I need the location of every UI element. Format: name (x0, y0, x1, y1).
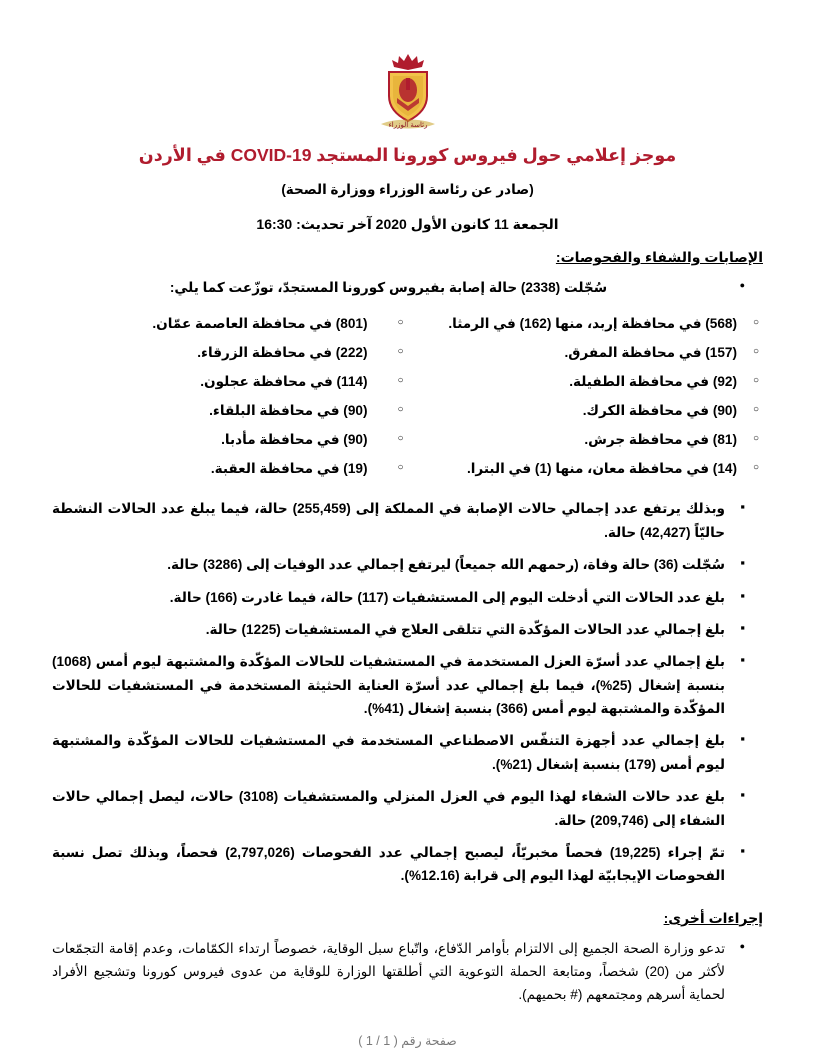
list-item (52, 276, 745, 299)
governorates-table (52, 309, 763, 484)
governorate-item: ○ (90) في محافظة مأدبا. (52, 427, 408, 452)
stat-text: بلغ عدد حالات الشفاء لهذا اليوم في العزل المنزلي والمستشفيات (3108) حالات، ليصل إجمالي حالات الشفاء إلى (209,746) حالة. (52, 789, 725, 828)
governorate-item: ○ (90) في محافظة البلقاء. (52, 398, 408, 423)
intro-text: سُجّلت (2338) حالة إصابة بفيروس كورونا المستجدّ، توزّعت كما يلي: (169, 280, 608, 296)
governorate-item: ○ (14) في محافظة معان، منها (1) في البترا. (408, 456, 764, 481)
list-item (52, 841, 745, 888)
governorate-item: ○ (114) في محافظة عجلون. (52, 369, 408, 394)
jordan-government-emblem-icon (371, 50, 445, 136)
section-heading-cases: الإصابات والشفاء والفحوصات: (555, 249, 763, 266)
governorate-item: ○ (81) في محافظة جرش. (408, 427, 764, 452)
list-item (52, 785, 745, 832)
list-item (52, 586, 745, 609)
page-subtitle: (صادر عن رئاسة الوزراء ووزارة الصحة) (281, 182, 534, 198)
section-heading-other-measures: إجراءات أخرى: (663, 909, 763, 926)
stat-text: بلغ عدد الحالات التي أدخلت اليوم إلى المستشفيات (117) حالة، فيما غادرت (166) حالة. (169, 589, 725, 605)
governorate-item: ○ (222) في محافظة الزرقاء. (52, 340, 408, 365)
table-row (52, 454, 763, 483)
stat-text: بلغ إجمالي عدد الحالات المؤكّدة التي تتلقى العلاج في المستشفيات (1225) حالة. (205, 621, 725, 637)
table-row (52, 425, 763, 454)
intro-list (52, 276, 763, 299)
last-update-line: الجمعة 11 كانون الأول 2020 آخر تحديث: 16:30 (256, 216, 559, 233)
list-item (52, 937, 745, 1007)
list-item (52, 729, 745, 776)
governorate-item: ○ (568) في محافظة إربد، منها (162) في الرمثا. (408, 311, 764, 336)
stat-text: تمّ إجراء (19,225) فحصاً مخبريّاً، ليصبح إجمالي عدد الفحوصات (2,797,026) فحصاً، وبذلك تصل نسبة الفحوصات الإيجابيّة لهذا اليوم إلى قرابة (12.16%). (52, 844, 726, 884)
stat-text: وبذلك يرتفع عدد إجمالي حالات الإصابة في المملكة إلى (255,459) حالة، فيما يبلغ عدد الحالات النشطة حاليّاً (42,427) حالة. (52, 501, 725, 540)
table-row (52, 338, 763, 367)
governorate-item: ○ (90) في محافظة الكرك. (408, 398, 764, 423)
statistics-list (52, 497, 763, 887)
governorate-item: ○ (19) في محافظة العقبة. (52, 456, 408, 481)
table-row (52, 396, 763, 425)
list-item (52, 650, 745, 720)
table-row (52, 367, 763, 396)
list-item (52, 618, 745, 641)
svg-text:رئاسة الوزراء: رئاسة الوزراء (388, 121, 427, 129)
governorate-item: ○ (92) في محافظة الطفيلة. (408, 369, 764, 394)
table-row (52, 309, 763, 338)
list-item (52, 553, 745, 576)
list-item (52, 497, 745, 544)
other-measures-list (52, 937, 763, 1007)
stat-text: سُجّلت (36) حالة وفاة، (رحمهم الله جميعاً) ليرتفع إجمالي عدد الوفيات إلى (3286) حالة. (167, 557, 725, 573)
governorate-item: ○ (157) في محافظة المفرق. (408, 340, 764, 365)
measure-text: تدعو وزارة الصحة الجميع إلى الالتزام بأوامر الدّفاع، واتّباع سبل الوقاية، خصوصاً ارتداء الكمّامات، وعدم إقامة التجمّعات لأكثر من (20) شخصاً، ومتابعة الحملة التوعوية التي أطلقتها الوزارة للوقاية من عدوى فيروس كورونا وتشجيع الأفراد لحماية أسرهم ومجتمعهم (# بحميهم). (52, 940, 725, 1003)
stat-text: بلغ إجمالي عدد أجهزة التنفّس الاصطناعي المستخدمة في المستشفيات للحالات المؤكّدة والمشتبهة ليوم أمس (179) بنسبة إشغال (21%). (52, 733, 725, 772)
stat-text: بلغ إجمالي عدد أسرّة العزل المستخدمة في المستشفيات للحالات المؤكّدة والمشتبهة ليوم أمس (1068) بنسبة إشغال (25%)، فيما بلغ إجمالي عدد أسرّة العناية الحثيثة المستخدمة في المستشفيات للحالات المؤكّدة والمشتبهة ليوم أمس (366) بنسبة إشغال (41%). (52, 654, 725, 717)
page-title: موجز إعلامي حول فيروس كورونا المستجد COVID-19 في الأردن (138, 145, 677, 165)
emblem-container (52, 50, 763, 136)
governorate-item: ○ (801) في محافظة العاصمة عمّان. (52, 311, 408, 336)
page-footer: صفحة رقم ( 1 / 1 ) (358, 1033, 457, 1048)
